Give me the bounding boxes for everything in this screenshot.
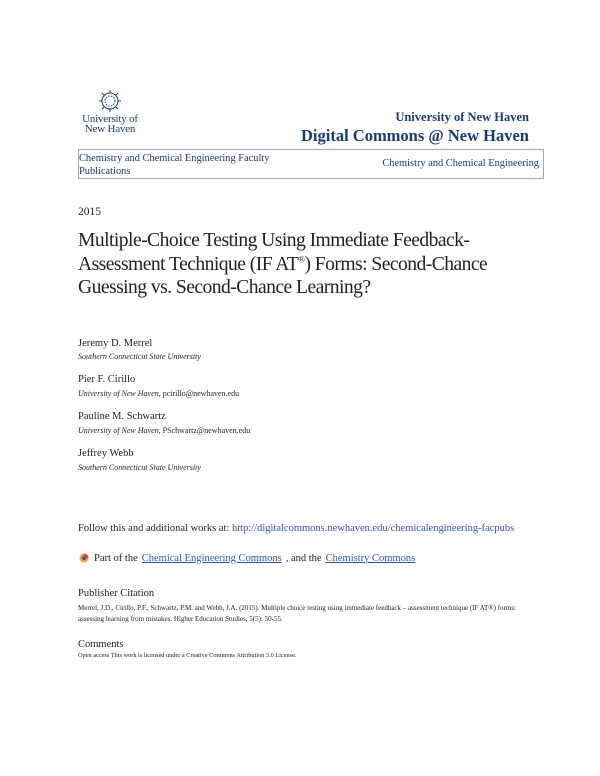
follow-section — [78, 521, 528, 537]
article-title — [78, 229, 538, 300]
repository-branding — [301, 110, 529, 146]
author-name: Jeremy D. Merrel — [78, 338, 153, 349]
author-email: , pcirillo@newhaven.edu — [158, 389, 240, 398]
title-part-2: ) Forms: Second-Chance Guessing vs. Second-Chance Learning? — [78, 253, 488, 298]
logo-line-2: New Haven — [84, 123, 136, 135]
institution-link[interactable]: University of New Haven — [395, 110, 529, 124]
title-part-1: Multiple-Choice Testing Using Immediate Feedback-Assessment Technique (IF AT — [78, 230, 470, 275]
comments-heading: Comments — [78, 639, 124, 650]
department-link[interactable]: Chemistry and Chemical Engineering — [382, 158, 539, 169]
comments-text: Open access This work is licensed under a Creative Commons Attribution 3.0 License. — [78, 652, 297, 659]
repository-link[interactable]: Digital Commons @ New Haven — [300, 126, 529, 145]
title-registered-mark: ® — [298, 253, 305, 264]
follow-text: Follow this and additional works at: — [78, 523, 232, 534]
part-of-middle: , and the — [285, 552, 322, 564]
university-logo[interactable] — [78, 90, 142, 134]
author-name: Pauline M. Schwartz — [78, 411, 166, 422]
author-institution: Southern Connecticut State University — [78, 352, 201, 361]
author-name: Jeffrey Webb — [78, 448, 134, 459]
commons-network-icon — [78, 552, 90, 564]
chemical-engineering-commons-link[interactable]: Chemical Engineering Commons — [141, 552, 282, 564]
collection-link[interactable]: Chemistry and Chemical Engineering Faculty Publications — [79, 153, 270, 177]
part-of-prefix: Part of the — [94, 552, 138, 564]
author-institution: University of New Haven — [78, 389, 159, 398]
author-affiliation — [78, 389, 239, 398]
logo-line-1: University of — [82, 113, 138, 125]
publisher-citation-text: Merrel, J.D., Cirillo, P.F., Schwartz, P.M. and Webb, J.A. (2015). Multiple choice testing using immediate feedback – assessment technique (IF AT®) forms: assessing learning from mistakes. Higher Education Studies, 5(5): 50-55. — [78, 604, 516, 623]
publisher-citation-heading: Publisher Citation — [78, 588, 155, 599]
author-affiliation — [78, 463, 201, 472]
collection-url-link[interactable]: http://digitalcommons.newhaven.edu/chemicalengineering-facpubs — [232, 523, 515, 534]
author-affiliation — [78, 352, 201, 361]
university-seal-icon — [97, 90, 123, 112]
author-email: , PSchwartz@newhaven.edu — [158, 426, 251, 435]
publication-year: 2015 — [78, 206, 101, 218]
part-of-section — [78, 552, 415, 564]
chemistry-commons-link[interactable]: Chemistry Commons — [325, 552, 416, 564]
collection-nav — [78, 149, 544, 179]
author-institution: Southern Connecticut State University — [78, 463, 201, 472]
author-affiliation — [78, 426, 250, 435]
author-institution: University of New Haven — [78, 426, 159, 435]
author-name: Pier F. Cirillo — [78, 374, 136, 385]
